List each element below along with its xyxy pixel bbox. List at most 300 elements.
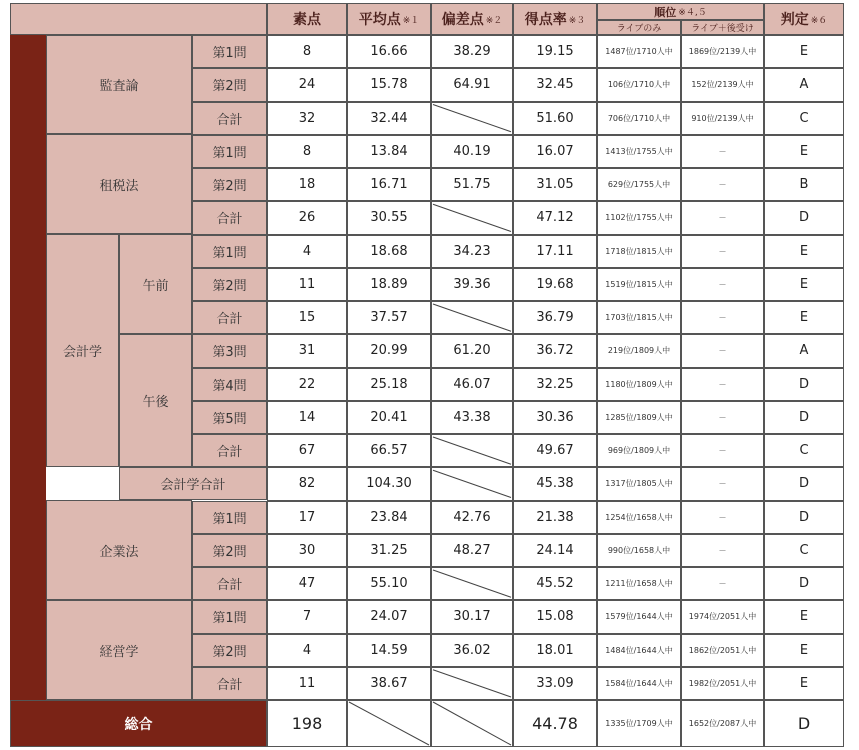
row-rank-live: [597, 368, 681, 401]
row-rank-live: [597, 467, 681, 500]
row-grade: [764, 467, 844, 500]
row-rate-text: 15.08: [536, 609, 574, 625]
header-rank-live-plus-text: ライブ＋後受け: [691, 24, 754, 34]
row-rank-live-plus-text: －: [718, 146, 727, 156]
header-dev: [431, 3, 513, 35]
subject-accounting-am: [119, 234, 192, 334]
row-grade-text: D: [798, 210, 809, 226]
row-dev: [431, 634, 513, 667]
row-rank-live-text: 219位/1809人中: [607, 346, 671, 356]
row-rate-text: 17.11: [536, 243, 574, 259]
row-rank-live-text: 1584位/1644人中: [605, 678, 673, 688]
row-rate-text: 32.25: [536, 376, 574, 392]
row-rate: [513, 102, 597, 135]
row-rate: [513, 301, 597, 334]
row-dev-text: 38.29: [453, 44, 491, 60]
row-grade-text: A: [799, 343, 809, 359]
row-rank-live-plus-text: －: [718, 379, 727, 389]
row-grade: [764, 235, 844, 268]
row-rate: [513, 667, 597, 700]
row-rank-live: [597, 334, 681, 367]
row-avg-text: 13.84: [370, 143, 408, 159]
row-raw: [267, 634, 347, 667]
total-rank-live-plus: [681, 700, 764, 747]
row-raw-text: 18: [298, 177, 316, 193]
row-question: [192, 135, 267, 168]
row-dev: [431, 334, 513, 367]
header-blank: [10, 3, 267, 35]
row-rank-live: [597, 301, 681, 334]
row-rank-live-plus: [681, 667, 764, 700]
row-avg-text: 31.25: [370, 542, 408, 558]
row-question-text: 第1問: [212, 245, 247, 261]
row-raw-text: 4: [302, 243, 312, 259]
row-rate: [513, 634, 597, 667]
row-grade-text: D: [798, 376, 809, 392]
row-dev: [431, 567, 513, 600]
row-dev: [431, 467, 513, 500]
row-rank-live-plus: [681, 501, 764, 534]
row-grade: [764, 501, 844, 534]
row-avg: [347, 467, 431, 500]
row-avg: [347, 102, 431, 135]
row-rank-live: [597, 68, 681, 101]
row-raw: [267, 235, 347, 268]
subject-accounting-am-text: 午前: [142, 278, 169, 294]
total-label-text: 総合: [124, 716, 153, 733]
row-rank-live-plus: [681, 534, 764, 567]
row-rank-live-plus: [681, 368, 764, 401]
row-rank-live: [597, 667, 681, 700]
row-dev: [431, 135, 513, 168]
row-raw: [267, 401, 347, 434]
row-rank-live-text: 969位/1809人中: [607, 446, 671, 456]
header-rank-live-plus: [681, 20, 764, 35]
row-rate: [513, 401, 597, 434]
row-avg: [347, 334, 431, 367]
total-raw-text: 198: [291, 714, 323, 733]
row-grade-text: E: [799, 310, 809, 326]
total-rate: [513, 700, 597, 747]
row-dev: [431, 501, 513, 534]
row-rate: [513, 35, 597, 68]
row-question: [192, 368, 267, 401]
row-rank-live-plus: [681, 168, 764, 201]
row-grade-text: C: [799, 110, 809, 126]
row-rate-text: 36.72: [536, 343, 574, 359]
row-raw: [267, 268, 347, 301]
row-rank-live-plus-text: －: [718, 412, 727, 422]
row-rank-live-text: 1254位/1658人中: [605, 512, 673, 522]
row-raw-text: 31: [298, 343, 316, 359]
subject-accounting-pm-text: 午後: [142, 395, 169, 410]
subject-corporate: [46, 500, 192, 600]
row-avg-text: 16.71: [370, 177, 408, 193]
row-question-text: 第1問: [212, 145, 247, 161]
row-rate-text: 36.79: [536, 310, 574, 326]
row-raw: [267, 467, 347, 500]
row-rate-text: 30.36: [536, 409, 574, 425]
row-rank-live: [597, 135, 681, 168]
row-grade-text: C: [799, 542, 809, 558]
row-rank-live-plus-text: －: [718, 246, 727, 256]
row-grade-text: E: [799, 143, 809, 159]
row-avg-text: 37.57: [370, 310, 408, 326]
row-avg-text: 104.30: [366, 476, 412, 492]
row-rank-live: [597, 501, 681, 534]
row-raw: [267, 301, 347, 334]
row-rank-live-plus: [681, 634, 764, 667]
row-rank-live-text: 1487位/1710人中: [605, 47, 673, 57]
row-grade: [764, 368, 844, 401]
row-question: [192, 168, 267, 201]
row-rank-live-plus-text: －: [718, 545, 727, 555]
row-rate-text: 21.38: [536, 509, 574, 525]
row-avg: [347, 135, 431, 168]
subject-tax-text: 租税法: [99, 178, 139, 194]
row-rank-live-text: 1102位/1755人中: [605, 213, 673, 223]
row-rank-live-plus-text: －: [718, 213, 727, 223]
row-rank-live: [597, 268, 681, 301]
row-raw-text: 67: [298, 443, 316, 459]
row-avg-text: 23.84: [370, 509, 408, 525]
row-grade: [764, 102, 844, 135]
row-rank-live-text: 1484位/1644人中: [605, 645, 673, 655]
row-rank-live-plus: [681, 135, 764, 168]
total-raw: [267, 700, 347, 747]
header-raw-text: 素点: [293, 12, 321, 28]
row-dev: [431, 201, 513, 234]
row-rank-live-plus-text: 1869位/2139人中: [688, 47, 757, 57]
row-raw: [267, 35, 347, 68]
row-dev: [431, 667, 513, 700]
row-rank-live-plus: [681, 434, 764, 467]
row-rank-live-plus-text: －: [718, 512, 727, 522]
row-rank-live: [597, 35, 681, 68]
row-question-text: 第2問: [212, 79, 247, 95]
total-grade: [764, 700, 844, 747]
row-rank-live-text: 1285位/1809人中: [605, 412, 673, 422]
row-rate-text: 45.52: [536, 576, 574, 592]
row-dev-text: 34.23: [453, 243, 491, 259]
row-avg: [347, 168, 431, 201]
row-raw-text: 14: [298, 409, 316, 425]
total-rank-live: [597, 700, 681, 747]
row-rate: [513, 567, 597, 600]
row-rank-live: [597, 634, 681, 667]
row-grade-text: E: [799, 44, 809, 60]
row-avg: [347, 301, 431, 334]
row-grade: [764, 600, 844, 633]
row-avg-text: 20.41: [370, 409, 408, 425]
left-band: [10, 35, 46, 700]
row-avg: [347, 434, 431, 467]
row-grade-text: D: [798, 409, 809, 425]
row-grade-text: E: [799, 642, 809, 658]
row-rank-live-plus-text: 1974位/2051人中: [688, 612, 757, 622]
row-rate-text: 49.67: [536, 443, 574, 459]
row-avg: [347, 268, 431, 301]
row-dev: [431, 401, 513, 434]
row-rank-live-plus: [681, 401, 764, 434]
subject-accounting-text: 会計学: [62, 345, 102, 360]
row-rate: [513, 600, 597, 633]
row-avg: [347, 600, 431, 633]
total-label: [10, 700, 267, 747]
row-grade: [764, 135, 844, 168]
row-rank-live-text: 1211位/1658人中: [605, 579, 673, 589]
row-question-text: 第3問: [212, 345, 247, 361]
row-rank-live-text: 990位/1658人中: [607, 545, 671, 555]
row-avg-text: 14.59: [370, 642, 408, 658]
row-raw-text: 11: [298, 276, 316, 292]
total-rate-text: 44.78: [532, 714, 578, 733]
total-rank-live-text: 1335位/1709人中: [605, 719, 673, 728]
row-avg: [347, 567, 431, 600]
row-rate: [513, 501, 597, 534]
header-judge: [764, 3, 844, 35]
header-avg-note: ※１: [402, 15, 420, 26]
row-avg: [347, 634, 431, 667]
row-avg: [347, 401, 431, 434]
row-rate-text: 19.68: [536, 276, 574, 292]
subject-audit-text: 監査論: [99, 79, 139, 94]
row-dev: [431, 102, 513, 135]
row-question: [192, 235, 267, 268]
row-rank-live: [597, 102, 681, 135]
row-question: [192, 434, 267, 467]
row-raw: [267, 201, 347, 234]
row-raw: [267, 135, 347, 168]
row-dev-text: 40.19: [453, 143, 491, 159]
row-rank-live-text: 106位/1710人中: [607, 80, 671, 90]
header-rate: [513, 3, 597, 35]
row-rank-live-plus-text: －: [718, 479, 727, 489]
row-raw-text: 30: [298, 542, 316, 558]
row-rank-live-text: 1703位/1815人中: [605, 313, 673, 323]
row-question: [192, 268, 267, 301]
row-rank-live-plus-text: －: [718, 346, 727, 356]
row-dev: [431, 600, 513, 633]
row-raw-text: 7: [302, 609, 312, 625]
row-rate: [513, 68, 597, 101]
header-dev-text: 偏差点: [441, 12, 484, 28]
row-grade: [764, 168, 844, 201]
header-rank: [597, 3, 764, 20]
subject-accounting-total: [119, 467, 267, 500]
row-grade-text: E: [799, 675, 809, 691]
row-grade: [764, 567, 844, 600]
row-question: [192, 600, 267, 633]
row-rank-live-text: 1519位/1815人中: [605, 279, 673, 289]
row-question: [192, 68, 267, 101]
row-rank-live: [597, 534, 681, 567]
row-grade: [764, 434, 844, 467]
row-avg: [347, 35, 431, 68]
row-grade-text: A: [799, 77, 809, 93]
row-avg-text: 18.68: [370, 243, 408, 259]
row-rate: [513, 135, 597, 168]
row-question: [192, 201, 267, 234]
row-question-text: 第2問: [212, 544, 247, 560]
total-rank-live-plus-text: 1652位/2087人中: [688, 719, 757, 728]
row-raw-text: 17: [298, 509, 316, 525]
row-rank-live-plus: [681, 235, 764, 268]
row-avg-text: 16.66: [370, 44, 408, 60]
row-grade-text: D: [798, 576, 809, 592]
row-rank-live-plus: [681, 600, 764, 633]
row-rank-live-plus: [681, 301, 764, 334]
row-raw-text: 8: [302, 44, 312, 60]
row-rank-live-text: 1718位/1815人中: [605, 246, 673, 256]
row-question: [192, 667, 267, 700]
row-rate: [513, 201, 597, 234]
header-avg-text: 平均点: [358, 12, 401, 28]
row-question-text: 第5問: [212, 411, 247, 427]
header-rate-text: 得点率: [524, 12, 567, 28]
header-rank-text: 順位: [654, 5, 677, 19]
row-rank-live-text: 1317位/1805人中: [605, 479, 673, 489]
row-rank-live-text: 1413位/1755人中: [605, 146, 673, 156]
row-rank-live: [597, 401, 681, 434]
subject-tax: [46, 134, 192, 234]
row-raw-text: 4: [302, 642, 312, 658]
row-rate-text: 18.01: [536, 642, 574, 658]
header-avg: [347, 3, 431, 35]
row-grade: [764, 334, 844, 367]
header-judge-text: 判定: [780, 12, 809, 28]
total-avg-empty: [347, 700, 431, 747]
row-rate: [513, 534, 597, 567]
row-grade-text: C: [799, 443, 809, 459]
row-rank-live-plus: [681, 567, 764, 600]
row-avg-text: 66.57: [370, 443, 408, 459]
row-rank-live-text: 629位/1755人中: [607, 180, 671, 190]
row-question-text: 第1問: [212, 611, 247, 627]
row-rank-live-plus: [681, 102, 764, 135]
row-question-text: 第2問: [212, 179, 247, 195]
row-avg: [347, 667, 431, 700]
row-grade-text: E: [799, 609, 809, 625]
subject-management: [46, 600, 192, 700]
row-raw: [267, 534, 347, 567]
row-avg: [347, 235, 431, 268]
row-raw-text: 8: [302, 143, 312, 159]
row-rank-live-plus: [681, 268, 764, 301]
row-avg-text: 18.89: [370, 276, 408, 292]
row-raw: [267, 567, 347, 600]
row-grade: [764, 634, 844, 667]
row-dev-text: 51.75: [453, 177, 491, 193]
row-rank-live: [597, 434, 681, 467]
row-avg: [347, 534, 431, 567]
row-grade-text: B: [799, 177, 809, 193]
row-raw: [267, 501, 347, 534]
row-rate: [513, 235, 597, 268]
row-dev-text: 61.20: [453, 343, 491, 359]
row-raw-text: 26: [298, 210, 316, 226]
total-dev-empty: [431, 700, 513, 747]
row-avg-text: 25.18: [370, 376, 408, 392]
row-rank-live-plus-text: －: [718, 579, 727, 589]
header-judge-note: ※６: [810, 15, 828, 26]
row-avg-text: 30.55: [370, 210, 408, 226]
row-rank-live-text: 706位/1710人中: [607, 113, 671, 123]
row-rank-live-plus: [681, 334, 764, 367]
row-dev-text: 42.76: [453, 509, 491, 525]
row-rank-live-plus-text: －: [718, 313, 727, 323]
row-grade: [764, 201, 844, 234]
row-rank-live-plus-text: －: [718, 180, 727, 190]
row-avg-text: 32.44: [370, 110, 408, 126]
row-question-text: 合計: [216, 677, 243, 693]
row-avg-text: 55.10: [370, 576, 408, 592]
row-rank-live-plus-text: 1982位/2051人中: [688, 678, 757, 688]
row-rank-live-plus: [681, 35, 764, 68]
row-rank-live-plus-text: 910位/2139人中: [691, 113, 754, 123]
row-grade: [764, 301, 844, 334]
row-raw: [267, 600, 347, 633]
row-rate: [513, 368, 597, 401]
subject-accounting: [46, 234, 119, 467]
row-rate: [513, 168, 597, 201]
row-dev: [431, 301, 513, 334]
subject-corporate-text: 企業法: [99, 544, 139, 560]
row-grade: [764, 68, 844, 101]
row-question: [192, 301, 267, 334]
row-question-text: 第1問: [212, 46, 247, 62]
row-raw: [267, 102, 347, 135]
row-rate-text: 24.14: [536, 542, 574, 558]
row-avg: [347, 201, 431, 234]
row-rate: [513, 467, 597, 500]
row-raw: [267, 68, 347, 101]
row-question: [192, 334, 267, 367]
row-dev-text: 43.38: [453, 409, 491, 425]
row-grade-text: D: [798, 509, 809, 525]
row-dev: [431, 434, 513, 467]
row-rate-text: 16.07: [536, 143, 574, 159]
row-avg-text: 15.78: [370, 77, 408, 93]
row-question: [192, 534, 267, 567]
row-dev-text: 30.17: [453, 609, 491, 625]
row-raw: [267, 168, 347, 201]
row-dev: [431, 534, 513, 567]
row-grade-text: E: [799, 276, 809, 292]
subject-management-text: 経営学: [99, 644, 139, 660]
row-rank-live: [597, 567, 681, 600]
header-rank-live-text: ライブのみ: [616, 24, 662, 34]
row-question: [192, 102, 267, 135]
row-question: [192, 634, 267, 667]
row-grade-text: D: [798, 476, 809, 492]
header-rank-note: ※４,５: [678, 8, 707, 18]
row-raw: [267, 334, 347, 367]
row-dev-text: 46.07: [453, 376, 491, 392]
row-rate: [513, 434, 597, 467]
row-grade: [764, 268, 844, 301]
row-dev-text: 36.02: [453, 642, 491, 658]
row-raw-text: 24: [298, 77, 316, 93]
row-dev-text: 39.36: [453, 276, 491, 292]
row-rank-live-plus-text: 152位/2139人中: [691, 80, 754, 90]
row-raw-text: 22: [298, 376, 316, 392]
subject-accounting-pm: [119, 334, 192, 467]
row-rate-text: 33.09: [536, 675, 574, 691]
row-raw: [267, 368, 347, 401]
row-rate-text: 47.12: [536, 210, 574, 226]
row-rate-text: 45.38: [536, 476, 574, 492]
